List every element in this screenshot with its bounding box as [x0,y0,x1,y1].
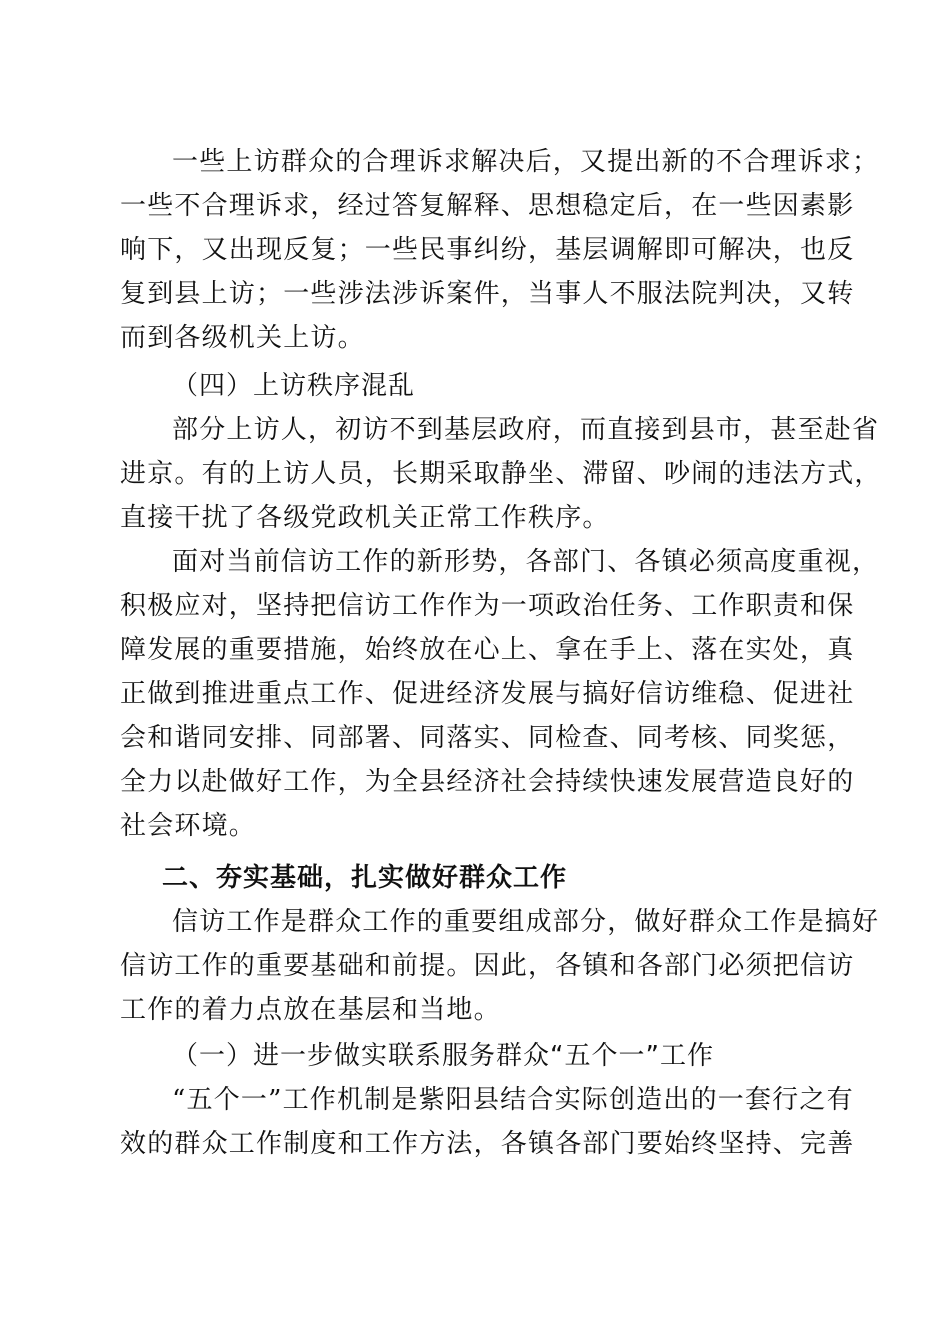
paragraph-line: 会和谐同安排、同部署、同落实、同检查、同考核、同奖惩， [120,723,855,753]
paragraph-line: 积极应对，坚持把信访工作作为一项政治任务、工作职责和保 [120,591,855,621]
paragraph-line: 障发展的重要措施，始终放在心上、拿在手上、落在实处，真 [120,635,855,665]
paragraph-line: 复到县上访；一些涉法涉诉案件，当事人不服法院判决，又转 [120,279,855,309]
paragraph-5 [120,1078,855,1166]
paragraph-line: 效的群众工作制度和工作方法，各镇各部门要始终坚持、完善 [120,1129,855,1159]
paragraph-line: 直接干扰了各级党政机关正常工作秩序。 [120,503,610,533]
subheading-four: （四）上访秩序混乱 [172,371,416,401]
paragraph-line: 工作的着力点放在基层和当地。 [120,995,501,1025]
paragraph-line: 面对当前信访工作的新形势，各部门、各镇必须高度重视， [172,547,880,577]
paragraph-line: 响下，又出现反复；一些民事纠纷，基层调解即可解决，也反 [120,235,855,265]
paragraph-line: 信访工作是群众工作的重要组成部分，做好群众工作是搞好 [172,907,880,937]
paragraph-2 [120,408,882,540]
paragraph-line: 一些不合理诉求，经过答复解释、思想稳定后，在一些因素影 [120,191,855,221]
paragraph-line: “五个一”工作机制是紫阳县结合实际创造出的一套行之有 [172,1085,854,1115]
paragraph-line: 部分上访人，初访不到基层政府，而直接到县市，甚至赴省 [172,415,880,445]
paragraph-3 [120,540,880,848]
paragraph-line: 一些上访群众的合理诉求解决后，又提出新的不合理诉求； [172,147,880,177]
paragraph-line: 而到各级机关上访。 [120,323,365,353]
paragraph-1 [120,140,880,360]
subheading-one: （一）进一步做实联系服务群众“五个一”工作 [172,1041,714,1071]
section-two-heading: 二、夯实基础，扎实做好群众工作 [162,863,568,893]
paragraph-line: 社会环境。 [120,811,257,841]
paragraph-4 [120,900,880,1032]
paragraph-line: 全力以赴做好工作，为全县经济社会持续快速发展营造良好的 [120,767,855,797]
paragraph-line: 信访工作的重要基础和前提。因此，各镇和各部门必须把信访 [120,951,855,981]
paragraph-line: 正做到推进重点工作、促进经济发展与搞好信访维稳、促进社 [120,679,855,709]
paragraph-line: 进京。有的上访人员，长期采取静坐、滞留、吵闹的违法方式， [120,459,882,489]
